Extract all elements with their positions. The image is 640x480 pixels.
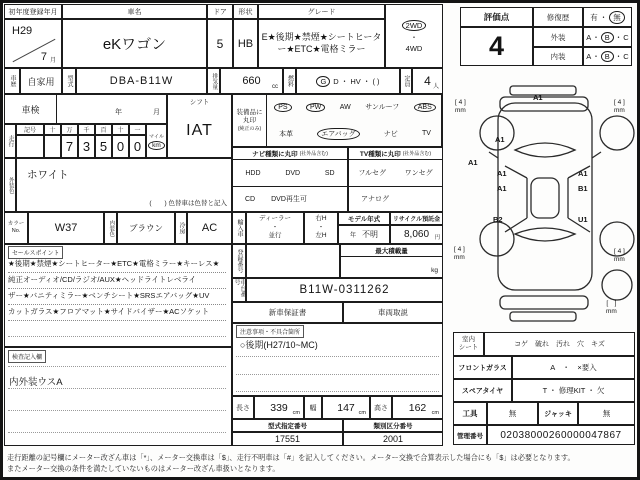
fuel-label: 燃料: [283, 68, 296, 94]
car-name-value: eKワゴン: [62, 19, 207, 68]
equip-aw: AW: [339, 103, 351, 111]
sales-point-line: 純正オーディオ/CD/ラジオ/AUX★ヘッドライトレベライ: [8, 274, 226, 289]
repair-history-value: 有 ・ 無: [583, 7, 632, 27]
exterior-grade-value: A ・ B ・ C: [583, 27, 632, 47]
car-name-header: 車名: [62, 4, 207, 19]
max-load-unit: kg: [431, 267, 438, 274]
navi-hdd: HDD: [245, 169, 261, 177]
equip-ps-circled: PS: [274, 103, 291, 112]
tire-depth-rear-right: [ 4 ] mm: [614, 248, 625, 264]
interior-color-value: ブラウン: [117, 212, 175, 244]
fuel-other-options: D ・ HV ・ ( ): [333, 76, 380, 86]
interior-grade-label: 内装: [533, 47, 583, 66]
equip-pw-circled: PW: [306, 103, 325, 112]
navi-type-header: ナビ種類に丸印 (社外品含む): [232, 147, 348, 160]
navi-dvd-play: DVD再生可: [271, 196, 307, 203]
import-handle-cell: 右H ・ 左H: [304, 212, 338, 244]
navi-sd: SD: [324, 169, 335, 177]
odometer-symbol-header: 記号: [16, 124, 44, 135]
tools-value: 無: [487, 402, 538, 425]
odometer-digit: 7: [61, 135, 78, 158]
navi-dvd: DVD: [285, 169, 301, 177]
sales-point-tab: セールスポイント: [8, 246, 63, 259]
shift-value: IAT: [186, 122, 213, 139]
shape-value: HB: [233, 19, 258, 68]
mile-unit-label: マイル: [149, 133, 164, 140]
jack-label: ジャッキ: [538, 402, 578, 425]
blank-line: [236, 374, 439, 375]
damage-left-rear-quarter: B2: [493, 215, 503, 224]
class-number-value: 2001: [343, 432, 443, 446]
mgmt-no-label: 管理番号: [453, 425, 487, 445]
seat-label: 室内 シート: [453, 332, 484, 356]
exterior-color-text: ホワイト: [27, 169, 69, 181]
interior-color-label: 内装色: [104, 212, 117, 244]
car-diagram: [455, 66, 640, 330]
score-label: 評価点: [460, 7, 533, 27]
odometer-digit: 0: [112, 135, 129, 158]
width-label: 幅: [304, 396, 322, 419]
inspection-value: [56, 94, 167, 124]
shift-label: シフト: [189, 99, 210, 106]
damage-right-front-door: A1: [578, 169, 588, 178]
blank-line: [8, 366, 226, 367]
spec-number-value: 17551: [232, 432, 343, 446]
exterior-color-note: ( ) 色替車は色替と記入: [149, 200, 227, 207]
displacement-unit: cc: [272, 84, 278, 90]
door-value: 5: [207, 19, 233, 68]
import-dealer-cell: ディーラー ・ 並行: [246, 212, 304, 244]
jack-value: 無: [578, 402, 635, 425]
door-header: ドア: [207, 4, 233, 19]
blank-line: [8, 336, 226, 337]
capacity-value: 4 人: [412, 68, 443, 94]
tv-type-header: TV種類に丸印 (社外品含む): [348, 147, 443, 160]
odometer-unit-cell: [146, 124, 167, 158]
equip-tv: TV: [421, 130, 431, 137]
equip-sunroof: サンルーフ: [365, 104, 400, 111]
exterior-grade-label: 外装: [533, 27, 583, 47]
navi-type-row-2: [232, 186, 348, 212]
odometer-digit-header: 百: [95, 124, 112, 135]
warranty-cell: 新車保証書: [232, 302, 343, 323]
color-no-value: W37: [28, 212, 104, 244]
km-unit-circled: km: [148, 141, 165, 150]
footer-line-1: 走行距離の記号欄にメーター改ざん車は「*」、メーター交換車は「$」、走行不明車は「#」を記入してください。メーター交換で合算表示した場合にも「$」は必要となります。: [7, 453, 575, 462]
drivetrain-cell: [385, 4, 443, 68]
registration-no-label: 登録番号: [232, 244, 246, 278]
damage-left-fender: A1: [495, 135, 505, 144]
color-no-label: カラー No.: [4, 212, 28, 244]
score-value: 4: [460, 27, 533, 66]
equip-abs-circled: ABS: [414, 103, 436, 112]
blank-line: [8, 410, 226, 411]
footer-note: [7, 452, 635, 474]
damage-left-rear-door: A1: [497, 184, 507, 193]
tv-fullseg: フルセグ: [358, 170, 387, 177]
max-load-cell: [340, 244, 443, 278]
spec-number-header: 型式指定番号: [232, 419, 343, 432]
length-value: 339 cm: [254, 396, 304, 419]
equip-airbag-circled: エアバッグ: [317, 128, 359, 140]
fuel-gasoline-circled: G: [316, 76, 330, 87]
windshield-label: フロントガラス: [453, 356, 512, 379]
blank-line: [236, 356, 439, 357]
tv-oneseg: ワンセグ: [404, 170, 433, 177]
recycle-unit: 円: [434, 235, 440, 241]
odometer-digit-header: 万: [61, 124, 78, 135]
odometer-digit: 0: [129, 135, 146, 158]
equip-navi: ナビ: [383, 130, 398, 138]
blank-line: [8, 432, 226, 433]
shape-header: 形状: [233, 4, 258, 19]
blank-line: [8, 388, 226, 389]
odometer-symbol-value: [16, 135, 44, 158]
odometer-digit: 5: [95, 135, 112, 158]
drivetrain-4wd: 4WD: [405, 43, 423, 53]
inspection-year-unit: 年: [115, 109, 122, 116]
damage-front: A1: [533, 93, 543, 102]
navi-type-row-1: [232, 160, 348, 186]
spare-tire-label: スペアタイヤ: [453, 379, 512, 402]
chassis-no-value: B11W-0311262: [246, 278, 443, 302]
inspection-label: 車検: [4, 94, 57, 124]
equipment-row-2: [267, 120, 443, 147]
equipment-label: 装備品に 丸印 (純正のみ): [232, 94, 267, 147]
sales-point-line: ザー★バニティミラー★ベンチシート★SRSエアバッグ★UV: [8, 290, 226, 305]
sales-point-line: カットガラス★フロアマット★サイドバイザー★ACソケット: [8, 306, 226, 321]
displacement-label: 排気量: [207, 68, 220, 94]
tv-analog: アナログ: [361, 196, 389, 203]
manual-cell: 車両取説: [343, 302, 443, 323]
diagonal-divider: [13, 39, 56, 62]
model-year-value: 年 不明: [338, 225, 390, 244]
notes-tab: 注意事項・不具合箇所: [236, 325, 304, 338]
footer-line-2: またメーター交換の条件を満たしていないものはメーター改ざん車扱いとなります。: [7, 464, 280, 474]
registration-no-blank: [246, 244, 340, 278]
tire-depth-front-right: [ 4 ] mm: [614, 99, 625, 115]
odometer-digit-header: 一: [129, 124, 146, 135]
spare-tire-depth: [ ] mm: [606, 300, 617, 316]
history-value: 自家用: [20, 68, 62, 94]
drivetrain-dot: ・: [410, 32, 418, 42]
odometer-digit: [44, 135, 61, 158]
exterior-color-value: [16, 158, 232, 212]
tire-depth-rear-left: [ 4 ] mm: [454, 246, 465, 262]
model-code-value: DBA-B11W: [76, 68, 207, 94]
notes-value: ○後期(H27/10~MC): [240, 340, 318, 350]
displacement-value: 660 cc: [220, 68, 283, 94]
shift-cell: [167, 94, 232, 158]
model-code-label: 型式: [62, 68, 76, 94]
interior-grade-b-circled: B: [601, 51, 614, 62]
odometer-digit: 3: [78, 135, 95, 158]
height-value: 162 cm: [392, 396, 443, 419]
odometer-digit-header: 千: [78, 124, 95, 135]
odometer-digit-header: 十: [112, 124, 129, 135]
blank-line: [236, 391, 439, 392]
windshield-value: A ・ ×要入: [512, 356, 635, 379]
tv-type-row-1: [348, 160, 443, 186]
ac-value: AC: [187, 212, 232, 244]
width-value: 147 cm: [322, 396, 370, 419]
tire-depth-front-left: [ 4 ] mm: [455, 99, 466, 115]
repair-history-label: 修復歴: [533, 7, 583, 27]
damage-left-sill: A1: [468, 158, 478, 167]
grade-header: グレード: [258, 4, 385, 19]
first-reg-year: H29: [12, 25, 33, 37]
max-load-header: 最大積載量: [341, 245, 442, 257]
model-year-header: モデル年式: [338, 212, 390, 225]
inspector-tab: 検査記入欄: [8, 350, 46, 363]
fuel-value: [296, 68, 400, 94]
class-number-header: 類別区分番号: [343, 419, 443, 432]
grade-value: E★後期★禁煙★シートヒーター★ETC★電格ミラー: [258, 19, 385, 68]
seat-options: コゲ 破れ 汚れ 穴 キズ: [484, 332, 635, 356]
repair-none-circled: 無: [609, 11, 625, 24]
capacity-unit: 人: [432, 84, 439, 90]
length-label: 長さ: [232, 396, 254, 419]
history-label: 車歴: [4, 68, 20, 94]
first-reg-header: 初年度登録年月: [4, 4, 62, 19]
recycle-header: リサイクル預託金: [390, 212, 443, 225]
sales-point-line: ★後期★禁煙★シートヒーター★ETC★電格ミラー★キーレス★: [8, 258, 226, 273]
navi-cd: CD: [245, 195, 256, 203]
damage-right-rear-quarter: U1: [578, 215, 588, 224]
odometer-digit-header: 十: [44, 124, 61, 135]
height-label: 高さ: [370, 396, 392, 419]
recycle-value: 8,060 円: [390, 225, 443, 244]
equip-leather: 本革: [279, 130, 294, 138]
exterior-color-label: 外装色: [4, 158, 16, 212]
tools-label: 工具: [453, 402, 487, 425]
equipment-row-1: [267, 94, 443, 120]
inspection-month-unit: 月: [153, 109, 160, 116]
spare-tire-value: T ・ 修理KIT ・ 欠: [512, 379, 635, 402]
interior-grade-value: A ・ B ・ C: [583, 47, 632, 66]
first-reg-month-unit: 月: [49, 58, 56, 64]
damage-left-front-door: A1: [497, 169, 507, 178]
chassis-no-label: 車台番号: [232, 278, 246, 302]
damage-right-rear-door: B1: [578, 184, 588, 193]
tv-type-row-2: [348, 186, 443, 212]
exterior-grade-b-circled: B: [601, 32, 614, 43]
import-label: 輸入車: [232, 212, 246, 244]
inspector-value: 内外装ウスA: [9, 377, 63, 388]
mileage-label: 走行: [4, 124, 16, 158]
capacity-label: 定員: [400, 68, 412, 94]
drivetrain-2wd: 2WD: [402, 20, 427, 31]
first-reg-month: 7: [40, 51, 47, 63]
first-reg-value: [4, 19, 62, 68]
mgmt-no-value: 02038000260000047867: [487, 425, 635, 445]
ac-label: 冷房: [175, 212, 187, 244]
